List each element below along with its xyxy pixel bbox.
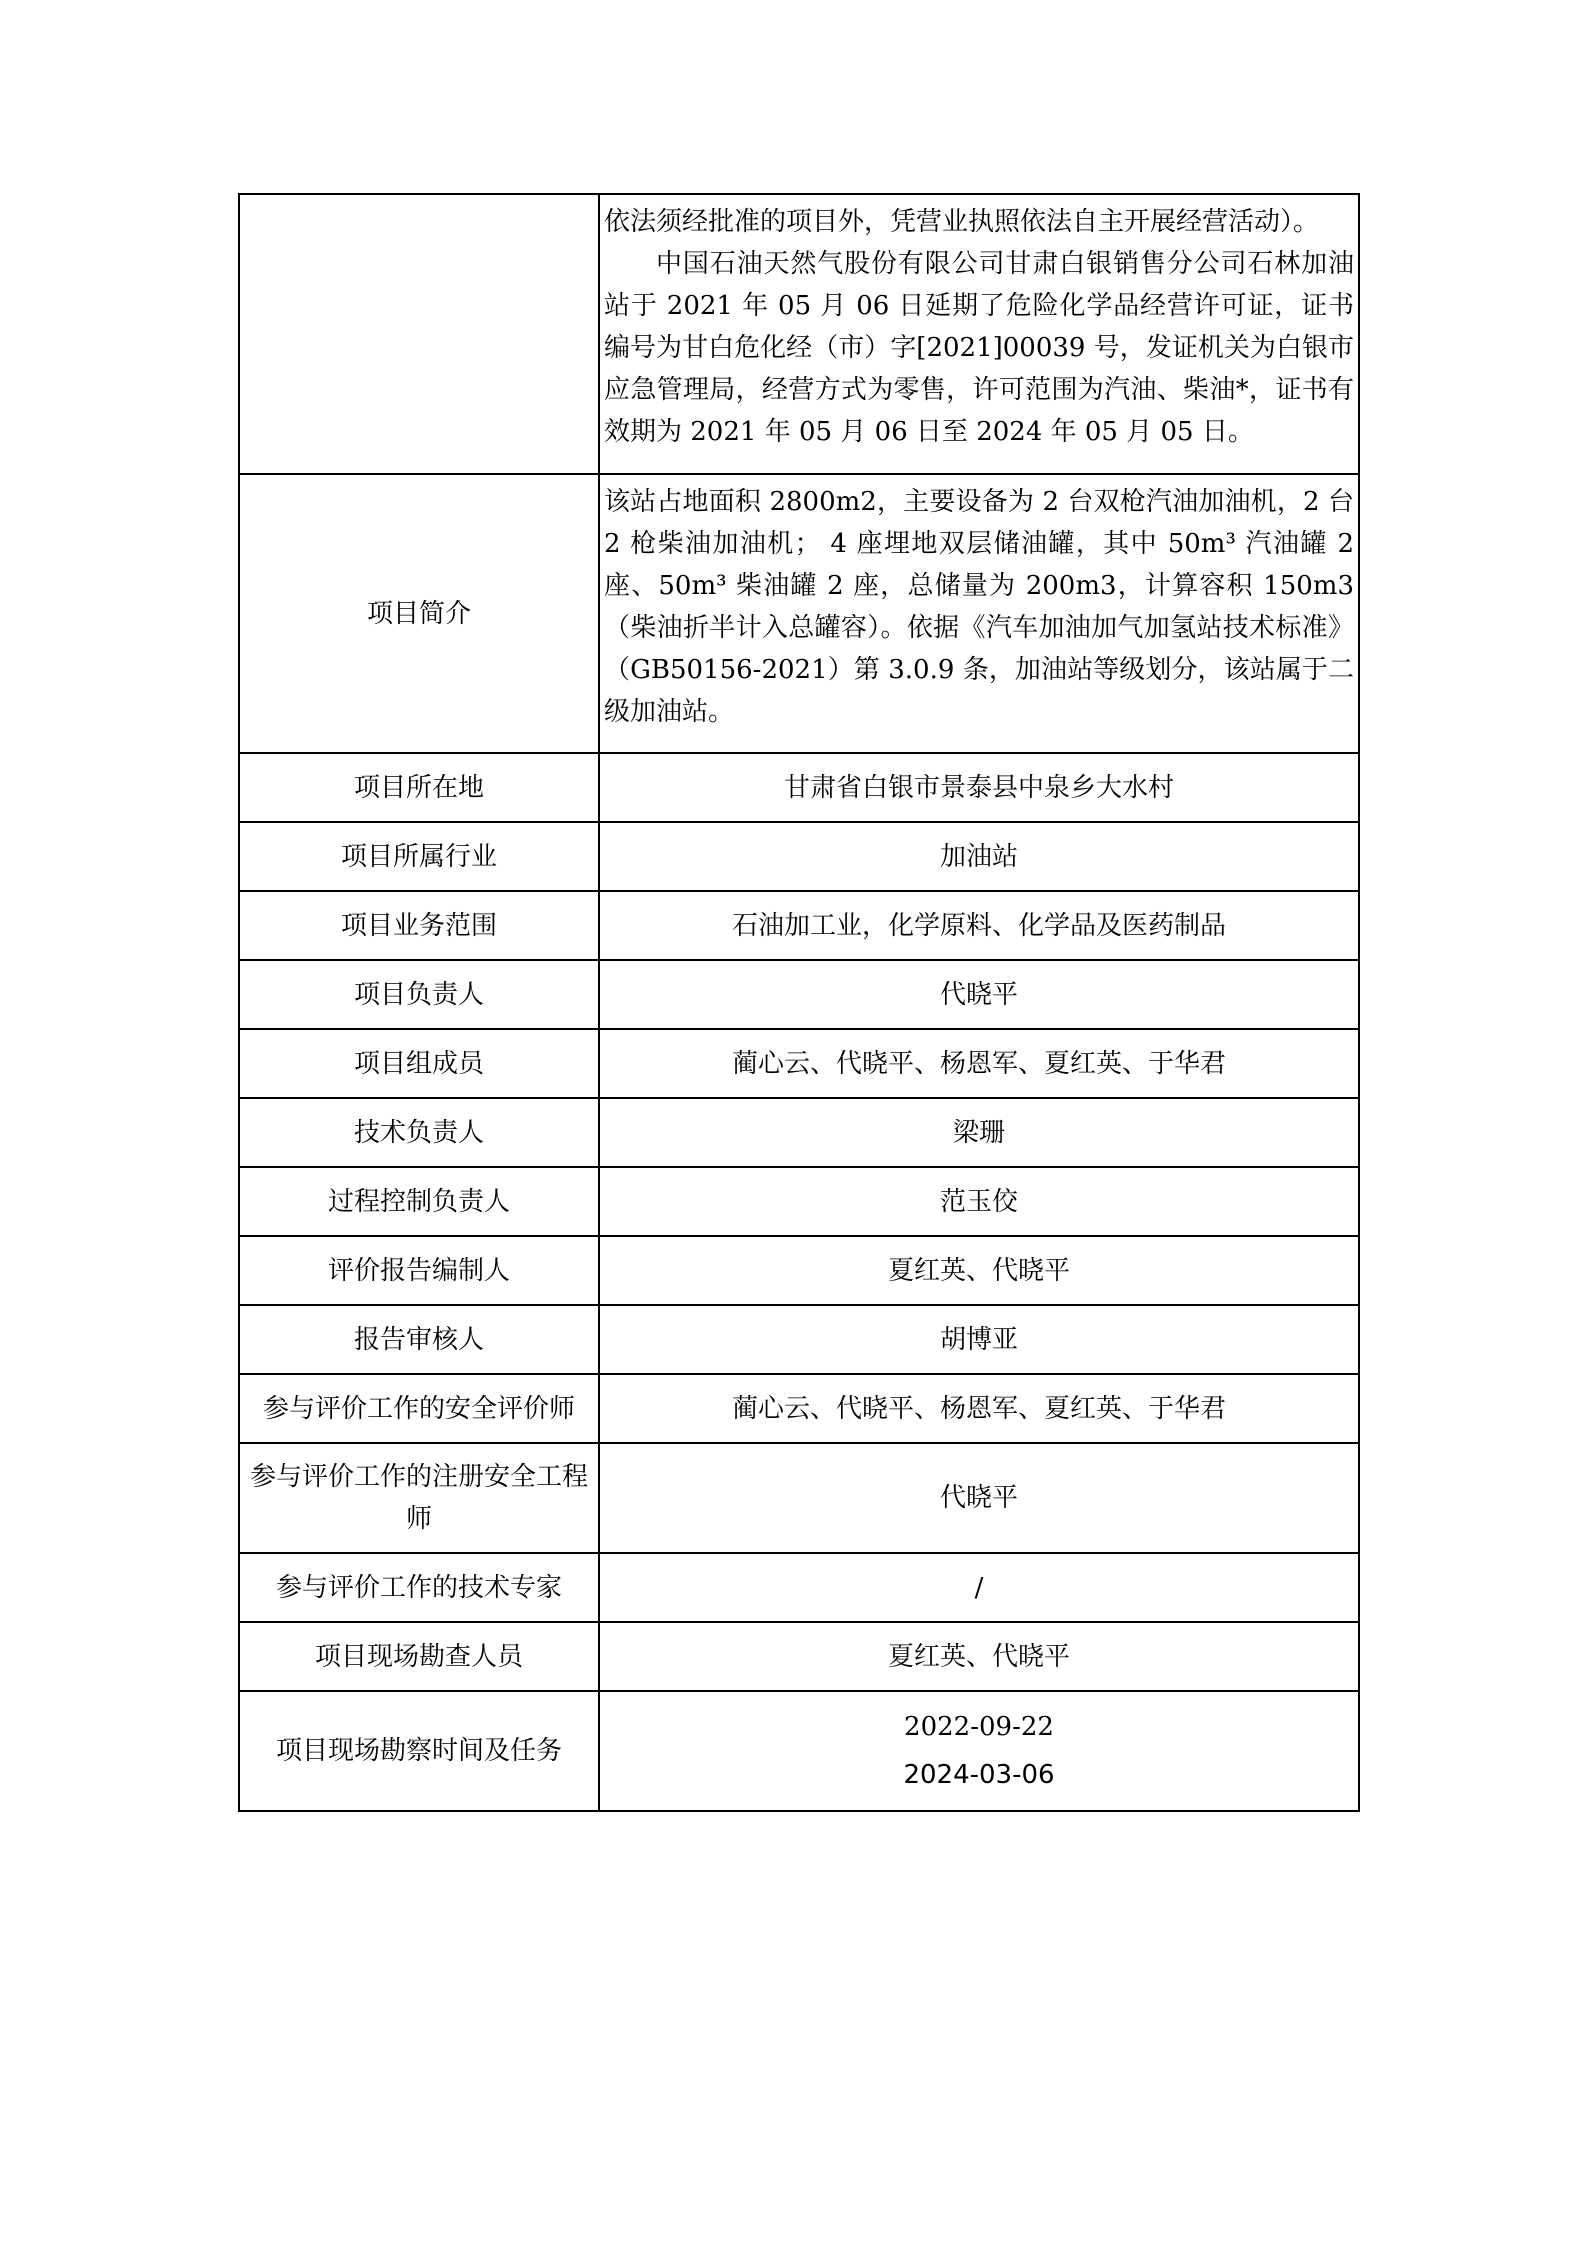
row-label: 参与评价工作的技术专家 (239, 1553, 599, 1622)
table-row (239, 1167, 1359, 1236)
row-value: 胡博亚 (599, 1305, 1359, 1374)
row-label: 技术负责人 (239, 1098, 599, 1167)
table-row (239, 1236, 1359, 1305)
table-row (239, 1691, 1359, 1811)
row-label: 参与评价工作的注册安全工程师 (239, 1443, 599, 1553)
table-row (239, 1553, 1359, 1622)
row-value: 范玉佼 (599, 1167, 1359, 1236)
project-summary-text: 该站占地面积 2800m2，主要设备为 2 台双枪汽油加油机，2 台 2 枪柴油加油机； 4 座埋地双层储油罐，其中 50m³ 汽油罐 2 座、50m³ 柴油罐 2 座，总储量为 200m3，计算容积 150m3（柴油折半计入总罐容）。依据《汽车加油加气加氢站技术标准》（GB50156-2021）第 3.0.9 条，加油站等级划分，该站属于二级加油站。 (599, 474, 1359, 753)
table-row (239, 1374, 1359, 1443)
survey-date-first: 2022-09-22 (904, 1712, 1054, 1742)
row-label: 项目所在地 (239, 753, 599, 822)
hazardous-chemicals-license-text: 中国石油天然气股份有限公司甘肃白银销售分公司石林加油站于 2021 年 05 月 06 日延期了危险化学品经营许可证，证书编号为甘白危化经（市）字[2021]00039 号，发证机关为白银市应急管理局，经营方式为零售，许可范围为汽油、柴油*，证书有效期为 2021 年 05 月 06 日至 2024 年 05 月 05 日。 (604, 249, 1354, 447)
row-value: 蔺心云、代晓平、杨恩军、夏红英、于华君 (599, 1029, 1359, 1098)
row-value: 梁珊 (599, 1098, 1359, 1167)
row-value: 蔺心云、代晓平、杨恩军、夏红英、于华君 (599, 1374, 1359, 1443)
row-label: 报告审核人 (239, 1305, 599, 1374)
table-row (239, 1622, 1359, 1691)
table-row (239, 474, 1359, 753)
row-label: 项目所属行业 (239, 822, 599, 891)
survey-date-second: 2024-03-06 (903, 1760, 1055, 1790)
row-label: 项目负责人 (239, 960, 599, 1029)
table-row (239, 960, 1359, 1029)
table-row (239, 753, 1359, 822)
row-label: 项目现场勘察时间及任务 (239, 1691, 599, 1811)
table-row (239, 1305, 1359, 1374)
row-label: 过程控制负责人 (239, 1167, 599, 1236)
row-value: 夏红英、代晓平 (599, 1236, 1359, 1305)
table-row (239, 1098, 1359, 1167)
row-value: 夏红英、代晓平 (599, 1622, 1359, 1691)
table-row (239, 822, 1359, 891)
business-scope-continuation: 依法须经批准的项目外，凭营业执照依法自主开展经营活动）。 (604, 207, 1320, 237)
row-value: / (599, 1553, 1359, 1622)
row-label: 项目业务范围 (239, 891, 599, 960)
row-label (239, 194, 599, 474)
project-info-table (238, 193, 1360, 1812)
row-value: 石油加工业，化学原料、化学品及医药制品 (599, 891, 1359, 960)
row-label: 评价报告编制人 (239, 1236, 599, 1305)
table-row (239, 1029, 1359, 1098)
row-label: 项目组成员 (239, 1029, 599, 1098)
row-value: 加油站 (599, 822, 1359, 891)
row-label: 项目简介 (239, 474, 599, 753)
table-row (239, 194, 1359, 474)
table-row (239, 1443, 1359, 1553)
row-label: 参与评价工作的安全评价师 (239, 1374, 599, 1443)
row-value: 代晓平 (599, 960, 1359, 1029)
row-value: 代晓平 (599, 1443, 1359, 1553)
table-row (239, 891, 1359, 960)
survey-dates-cell (599, 1691, 1359, 1811)
row-label: 项目现场勘查人员 (239, 1622, 599, 1691)
row-value: 甘肃省白银市景泰县中泉乡大水村 (599, 753, 1359, 822)
license-description-cell (599, 194, 1359, 474)
